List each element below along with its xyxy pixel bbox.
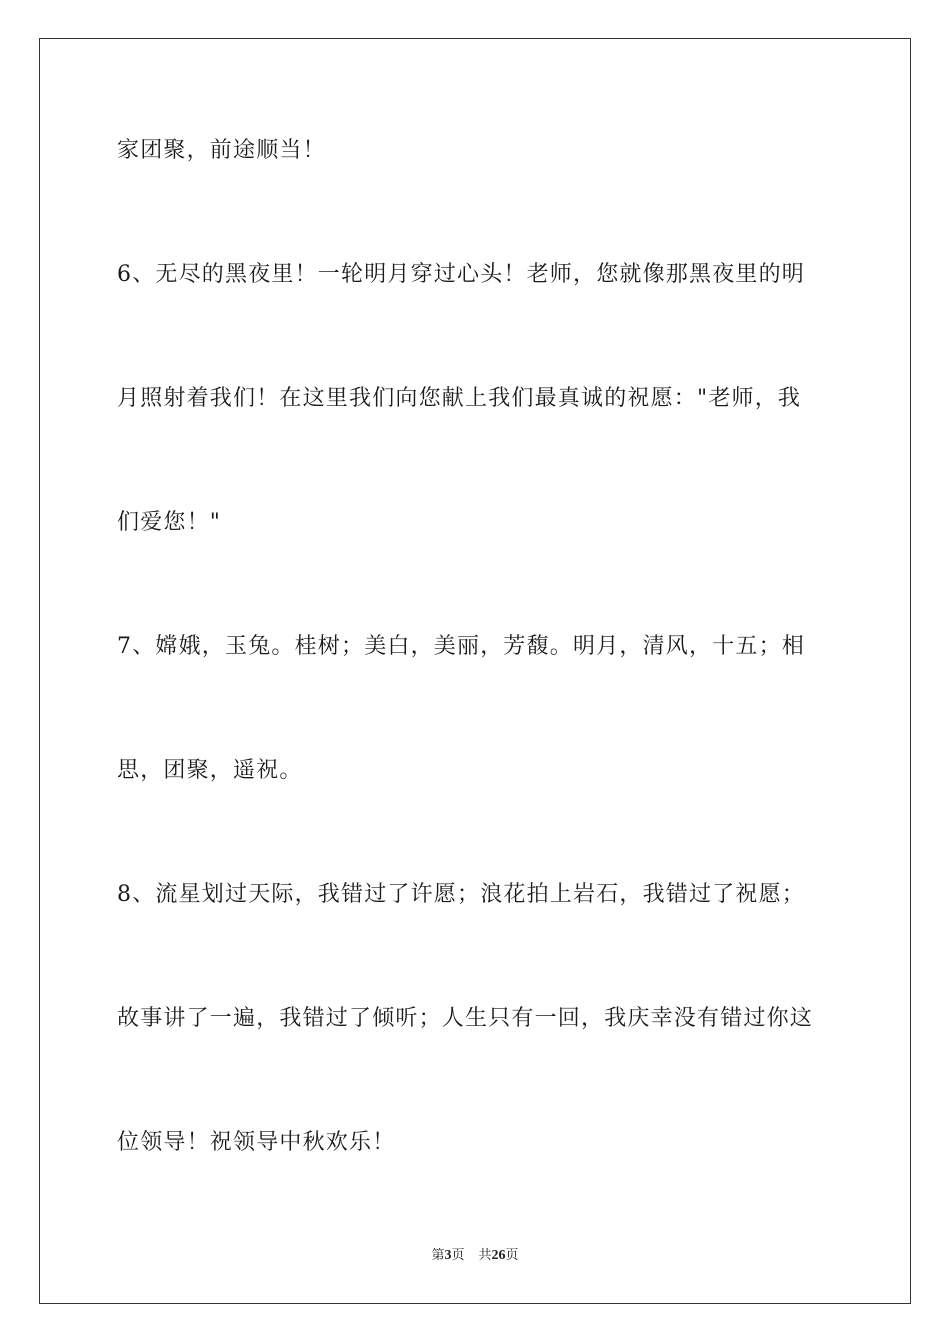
text-line-2: 6、无尽的黑夜里！一轮明月穿过心头！老师，您就像那黑夜里的明 [117,262,805,287]
footer-total-suffix: 页 [505,1248,519,1263]
text-line-5: 7、嫦娥，玉兔。桂树；美白，美丽，芳馥。明月，清风，十五；相 [117,634,805,659]
page-footer [0,1247,950,1265]
footer-page-number: 3 [444,1248,452,1263]
page-border [39,38,911,1304]
text-line-4: 们爱您！" [117,510,222,535]
text-line-8: 故事讲了一遍，我错过了倾听；人生只有一回，我庆幸没有错过你这 [117,1006,814,1031]
text-line-1: 家团聚，前途顺当！ [117,138,326,163]
text-line-9: 位领导！祝领导中秋欢乐！ [117,1130,396,1155]
footer-total-number: 26 [491,1248,506,1263]
footer-total-prefix: 共 [478,1248,492,1263]
text-line-7: 8、流星划过天际，我错过了许愿；浪花拍上岩石，我错过了祝愿； [117,882,805,907]
footer-page-prefix: 第 [431,1248,445,1263]
text-line-3: 月照射着我们！在这里我们向您献上我们最真诚的祝愿："老师，我 [117,386,802,411]
footer-page-suffix: 页 [451,1248,465,1263]
text-line-6: 思，团聚，遥祝。 [117,758,303,783]
